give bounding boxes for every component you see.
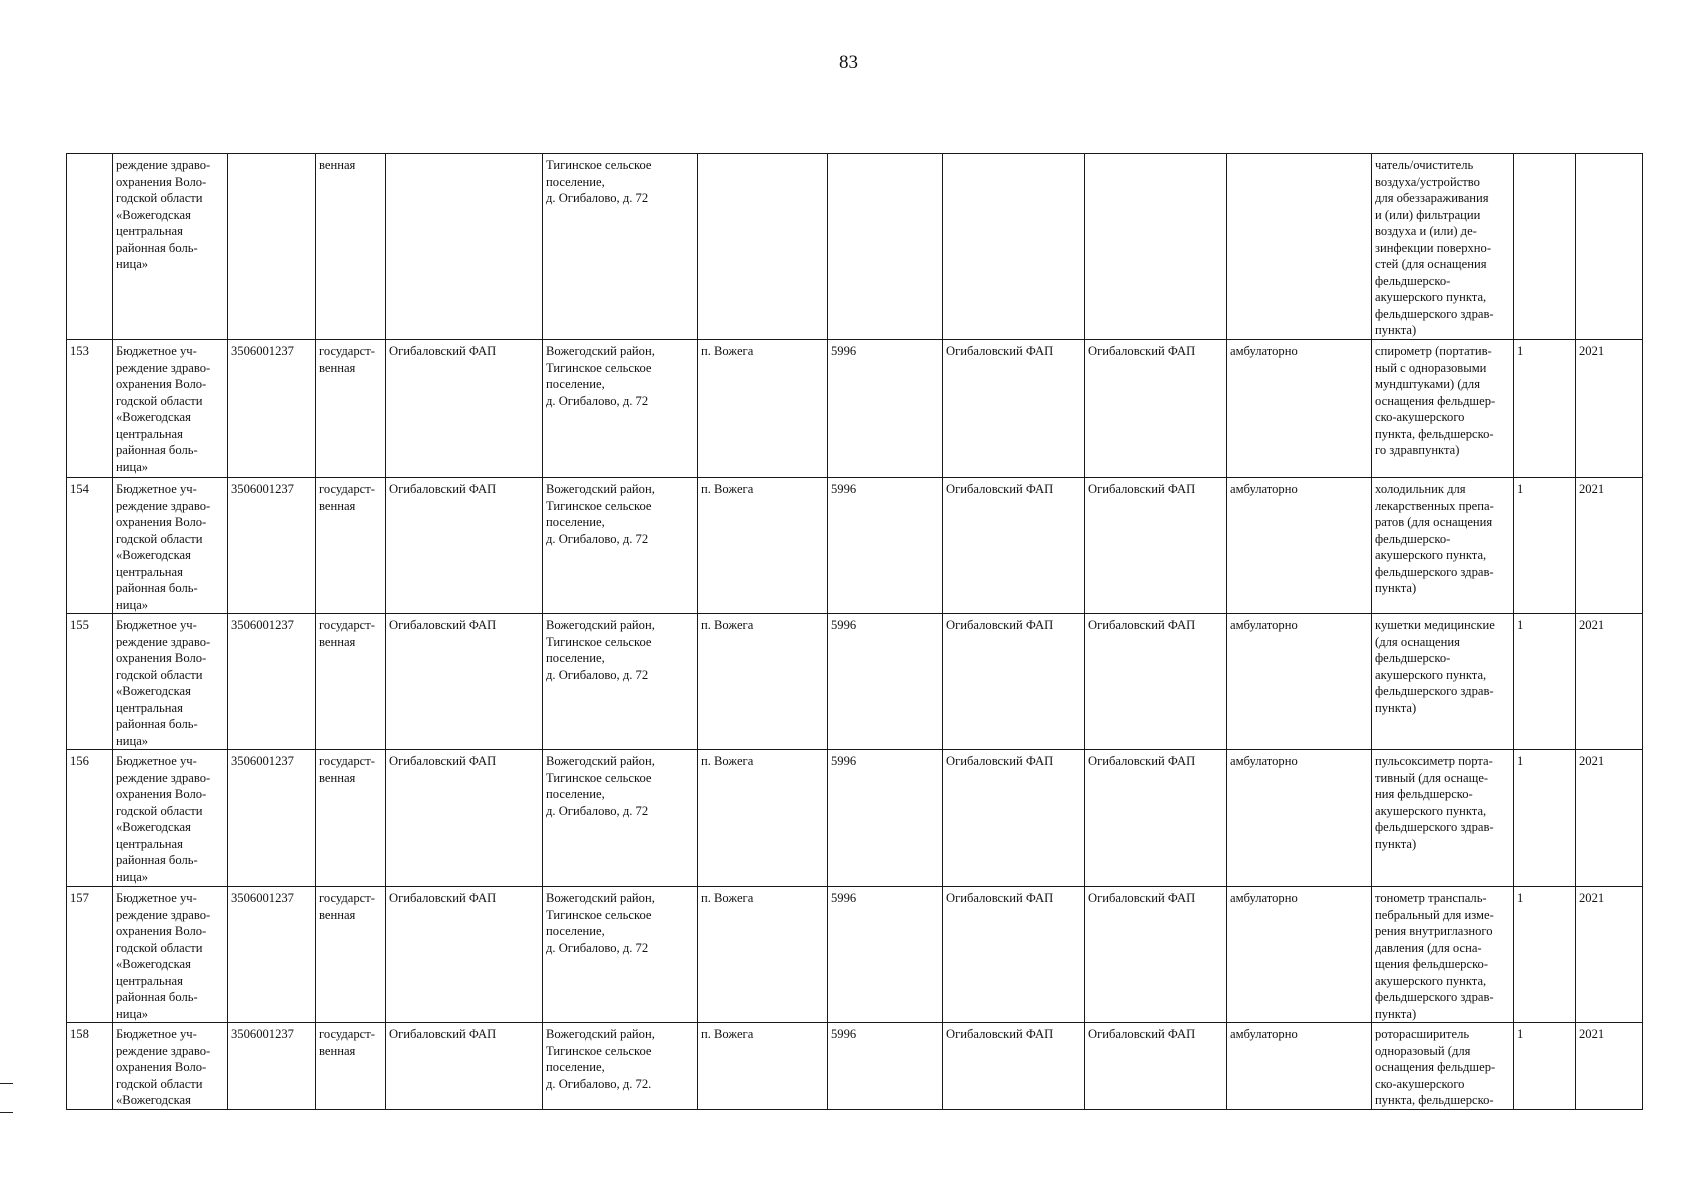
- cell-unit2: Огибаловский ФАП: [1085, 340, 1227, 478]
- cell-ownership: государст- венная: [316, 1023, 386, 1110]
- cell-object: Огибаловский ФАП: [386, 887, 543, 1023]
- cell-address: Вожегодский район, Тигинское сельское поселение, д. Огибалово, д. 72: [543, 887, 698, 1023]
- cell-settlement: п. Вожега: [698, 614, 828, 750]
- cell-institution: Бюджетное уч- реждение здраво- охранения Воло- годской области «Вожегодская центральная районная боль- ница»: [113, 340, 228, 478]
- cell-unit1: Огибаловский ФАП: [943, 614, 1085, 750]
- cell-institution: Бюджетное уч- реждение здраво- охранения Воло- годской области «Вожегодская центральная районная боль- ница»: [113, 750, 228, 887]
- cell-inn: 3506001237: [228, 887, 316, 1023]
- cell-ownership: государст- венная: [316, 887, 386, 1023]
- cell-inn: 3506001237: [228, 340, 316, 478]
- cell-year: 2021: [1576, 750, 1643, 887]
- cell-qty: 1: [1514, 478, 1576, 614]
- cell-inn: 3506001237: [228, 750, 316, 887]
- cell-code: 5996: [828, 750, 943, 887]
- cell-equipment: чатель/очиститель воздуха/устройство для обеззараживания и (или) фильтрации воздуха и (или) де- зинфекции поверхно- стей (для оснащения фельдшерско- акушерского пункта, фельдшерского здрав- пункта): [1372, 154, 1514, 340]
- cell-unit2: Огибаловский ФАП: [1085, 887, 1227, 1023]
- cell-year: 2021: [1576, 1023, 1643, 1110]
- cell-code: 5996: [828, 887, 943, 1023]
- cell-settlement: п. Вожега: [698, 887, 828, 1023]
- cell-unit1: [943, 154, 1085, 340]
- cell-unit1: Огибаловский ФАП: [943, 1023, 1085, 1110]
- cell-care-type: амбулаторно: [1227, 614, 1372, 750]
- cell-unit2: Огибаловский ФАП: [1085, 1023, 1227, 1110]
- cell-object: Огибаловский ФАП: [386, 614, 543, 750]
- cell-ownership: государст- венная: [316, 750, 386, 887]
- cell-settlement: п. Вожега: [698, 478, 828, 614]
- cell-ownership: государст- венная: [316, 340, 386, 478]
- cell-year: 2021: [1576, 887, 1643, 1023]
- cell-number: 154: [67, 478, 113, 614]
- register-table: [66, 153, 1643, 1110]
- cell-year: 2021: [1576, 340, 1643, 478]
- cell-address: Вожегодский район, Тигинское сельское поселение, д. Огибалово, д. 72.: [543, 1023, 698, 1110]
- cell-inn: 3506001237: [228, 1023, 316, 1110]
- cell-qty: 1: [1514, 1023, 1576, 1110]
- cell-number: 155: [67, 614, 113, 750]
- cell-year: 2021: [1576, 614, 1643, 750]
- cell-code: [828, 154, 943, 340]
- table-row: [67, 750, 1643, 887]
- cell-unit1: Огибаловский ФАП: [943, 887, 1085, 1023]
- cell-object: Огибаловский ФАП: [386, 340, 543, 478]
- cell-care-type: амбулаторно: [1227, 887, 1372, 1023]
- cell-settlement: п. Вожега: [698, 750, 828, 887]
- cell-number: 153: [67, 340, 113, 478]
- cell-object: Огибаловский ФАП: [386, 1023, 543, 1110]
- table-row: [67, 340, 1643, 478]
- cell-unit2: Огибаловский ФАП: [1085, 614, 1227, 750]
- cell-address: Тигинское сельское поселение, д. Огибалово, д. 72: [543, 154, 698, 340]
- cell-care-type: амбулаторно: [1227, 340, 1372, 478]
- cell-inn: 3506001237: [228, 478, 316, 614]
- cell-care-type: [1227, 154, 1372, 340]
- cell-address: Вожегодский район, Тигинское сельское поселение, д. Огибалово, д. 72: [543, 478, 698, 614]
- cell-settlement: п. Вожега: [698, 1023, 828, 1110]
- margin-mark-top: [0, 1083, 13, 1084]
- table-row: [67, 887, 1643, 1023]
- cell-year: [1576, 154, 1643, 340]
- cell-ownership: государст- венная: [316, 614, 386, 750]
- cell-code: 5996: [828, 614, 943, 750]
- cell-ownership: венная: [316, 154, 386, 340]
- cell-care-type: амбулаторно: [1227, 478, 1372, 614]
- cell-number: [67, 154, 113, 340]
- table-row-continuation: [67, 154, 1643, 340]
- cell-code: 5996: [828, 340, 943, 478]
- cell-institution: Бюджетное уч- реждение здраво- охранения Воло- годской области «Вожегодская центральная районная боль- ница»: [113, 478, 228, 614]
- cell-number: 157: [67, 887, 113, 1023]
- cell-equipment: роторасширитель одноразовый (для оснащения фельдшер- ско-акушерского пункта, фельдшерско-: [1372, 1023, 1514, 1110]
- table-body: [67, 154, 1643, 1110]
- cell-care-type: амбулаторно: [1227, 1023, 1372, 1110]
- cell-address: Вожегодский район, Тигинское сельское поселение, д. Огибалово, д. 72: [543, 750, 698, 887]
- cell-qty: [1514, 154, 1576, 340]
- cell-qty: 1: [1514, 340, 1576, 478]
- cell-inn: 3506001237: [228, 614, 316, 750]
- cell-number: 156: [67, 750, 113, 887]
- cell-unit1: Огибаловский ФАП: [943, 478, 1085, 614]
- cell-equipment: кушетки медицинские (для оснащения фельдшерско- акушерского пункта, фельдшерского здрав- пункта): [1372, 614, 1514, 750]
- cell-institution: Бюджетное уч- реждение здраво- охранения Воло- годской области «Вожегодская центральная районная боль- ница»: [113, 887, 228, 1023]
- cell-inn: [228, 154, 316, 340]
- cell-equipment: спирометр (портатив- ный с одноразовыми мундштуками) (для оснащения фельдшер- ско-акушерского пункта, фельдшерско- го здравпункта): [1372, 340, 1514, 478]
- table-row: [67, 478, 1643, 614]
- cell-unit1: Огибаловский ФАП: [943, 750, 1085, 887]
- cell-care-type: амбулаторно: [1227, 750, 1372, 887]
- cell-address: Вожегодский район, Тигинское сельское поселение, д. Огибалово, д. 72: [543, 340, 698, 478]
- cell-institution: Бюджетное уч- реждение здраво- охранения Воло- годской области «Вожегодская центральная районная боль- ница»: [113, 614, 228, 750]
- cell-qty: 1: [1514, 887, 1576, 1023]
- cell-equipment: пульсоксиметр порта- тивный (для оснаще- ния фельдшерско- акушерского пункта, фельдшерского здрав- пункта): [1372, 750, 1514, 887]
- cell-institution: реждение здраво- охранения Воло- годской области «Вожегодская центральная районная боль- ница»: [113, 154, 228, 340]
- cell-settlement: п. Вожега: [698, 340, 828, 478]
- cell-qty: 1: [1514, 614, 1576, 750]
- cell-code: 5996: [828, 478, 943, 614]
- margin-mark-bottom: [0, 1112, 13, 1113]
- page-number: 83: [839, 52, 858, 73]
- cell-year: 2021: [1576, 478, 1643, 614]
- table-row: [67, 614, 1643, 750]
- cell-unit1: Огибаловский ФАП: [943, 340, 1085, 478]
- cell-unit2: Огибаловский ФАП: [1085, 750, 1227, 887]
- cell-object: Огибаловский ФАП: [386, 478, 543, 614]
- cell-unit2: [1085, 154, 1227, 340]
- table-row: [67, 1023, 1643, 1110]
- cell-equipment: холодильник для лекарственных препа- ратов (для оснащения фельдшерско- акушерского пункта, фельдшерского здрав- пункта): [1372, 478, 1514, 614]
- cell-unit2: Огибаловский ФАП: [1085, 478, 1227, 614]
- cell-code: 5996: [828, 1023, 943, 1110]
- cell-equipment: тонометр транспаль- пебральный для изме- рения внутриглазного давления (для осна- щения фельдшерско- акушерского пункта, фельдшерского здрав- пункта): [1372, 887, 1514, 1023]
- cell-institution: Бюджетное уч- реждение здраво- охранения Воло- годской области «Вожегодская: [113, 1023, 228, 1110]
- cell-object: Огибаловский ФАП: [386, 750, 543, 887]
- cell-number: 158: [67, 1023, 113, 1110]
- cell-qty: 1: [1514, 750, 1576, 887]
- cell-address: Вожегодский район, Тигинское сельское поселение, д. Огибалово, д. 72: [543, 614, 698, 750]
- cell-settlement: [698, 154, 828, 340]
- cell-object: [386, 154, 543, 340]
- cell-ownership: государст- венная: [316, 478, 386, 614]
